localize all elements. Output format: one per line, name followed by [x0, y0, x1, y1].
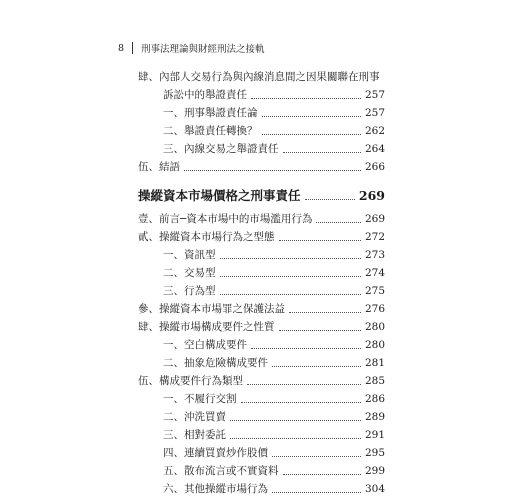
toc-entry-page: 295: [364, 447, 385, 459]
toc-entry: [163, 428, 385, 442]
toc-entry-page: 272: [364, 231, 385, 243]
dot-leader: [184, 170, 361, 171]
toc-entry: [163, 482, 385, 496]
toc-entry: [163, 410, 385, 424]
dot-leader: [305, 199, 355, 200]
toc-chapter: [138, 187, 385, 203]
toc-entry-page: 276: [364, 303, 385, 315]
toc-entry-page: 257: [364, 89, 385, 101]
toc-entry: [163, 338, 385, 352]
toc-entry-page: 291: [364, 429, 385, 441]
toc-entry: [163, 356, 385, 370]
toc-entry-page: 262: [364, 125, 385, 137]
book-title: 刑事法理論與財經刑法之接軌: [141, 44, 265, 55]
toc-entry-title: 一、不履行交割: [163, 393, 237, 405]
toc-entry-title: 二、交易型: [163, 267, 216, 279]
toc-entry: [163, 88, 385, 102]
toc-entry: [138, 70, 385, 84]
toc-entry-page: 304: [364, 483, 385, 495]
toc-entry-title: 壹、前言─資本市場中的市場濫用行為: [138, 213, 313, 225]
toc-entry-title: 一、空白構成要件: [163, 339, 247, 351]
toc-entry: [138, 230, 385, 244]
toc-entry-title: 參、操縱資本市場罪之保護法益: [138, 303, 285, 315]
toc-entry: [163, 392, 385, 406]
page-number: 8: [118, 42, 125, 54]
toc-entry: [163, 284, 385, 298]
toc-entry-title: 二、抽象危險構成要件: [163, 357, 268, 369]
toc-entry: [163, 142, 385, 156]
toc-entry-title: 六、其他操縱市場行為: [163, 483, 268, 495]
dot-leader: [220, 258, 361, 259]
dot-leader: [230, 420, 361, 421]
dot-leader: [279, 240, 361, 241]
toc-entry-page: 280: [364, 339, 385, 351]
toc-entry: [163, 106, 385, 120]
dot-leader: [241, 402, 361, 403]
toc-entry-title: 四、連續買賣炒作股價: [163, 447, 268, 459]
toc-entry-title: 肆、內部人交易行為與內線消息間之因果關聯在刑事: [138, 71, 380, 83]
toc-entry-page: 280: [364, 321, 385, 333]
dot-leader: [247, 384, 361, 385]
toc-entry-title: 肆、操縱市場構成要件之性質: [138, 321, 275, 333]
dot-leader: [283, 474, 361, 475]
toc-entry-title: 五、散布流言或不實資料: [163, 465, 279, 477]
dot-leader: [262, 116, 361, 117]
toc-chapter-page: 269: [358, 188, 385, 203]
toc-entry-title: 三、行為型: [163, 285, 216, 297]
toc-entry-title: 伍、構成要件行為類型: [138, 375, 243, 387]
toc-entry-title: 二、舉證責任轉換？: [163, 125, 258, 137]
toc-entry: [138, 302, 385, 316]
dot-leader: [272, 492, 361, 493]
toc-entry-page: 275: [364, 285, 385, 297]
toc-entry-title: 貳、操縱資本市場行為之型態: [138, 231, 275, 243]
toc-entry-title: 訴訟中的舉證責任: [163, 89, 247, 101]
toc-entry: [163, 446, 385, 460]
toc-entry-page: 281: [364, 357, 385, 369]
toc-entry: [163, 248, 385, 262]
dot-leader: [251, 98, 361, 99]
toc-entry: [138, 212, 385, 226]
dot-leader: [230, 438, 361, 439]
dot-leader: [262, 134, 361, 135]
toc-entry: [163, 266, 385, 280]
toc-entry-page: 299: [364, 465, 385, 477]
toc-entry: [138, 160, 385, 174]
dot-leader: [220, 276, 361, 277]
toc-entry-title: 伍、結語: [138, 161, 180, 173]
toc-entry-title: 二、沖洗買賣: [163, 411, 226, 423]
dot-leader: [283, 152, 361, 153]
toc-entry-title: 一、刑事舉證責任論: [163, 107, 258, 119]
toc-entry-title: 三、相對委託: [163, 429, 226, 441]
toc-entry-page: 273: [364, 249, 385, 261]
toc-entry-title: 三、內線交易之舉證責任: [163, 143, 279, 155]
toc-entry-page: 264: [364, 143, 385, 155]
toc-chapter-title: 操縱資本市場價格之刑事責任: [138, 188, 301, 203]
dot-leader: [251, 348, 361, 349]
dot-leader: [272, 366, 361, 367]
toc-entry-page: 274: [364, 267, 385, 279]
toc-entry-page: 286: [364, 393, 385, 405]
dot-leader: [289, 312, 361, 313]
dot-leader: [279, 330, 361, 331]
toc-entry: [163, 464, 385, 478]
toc-entry-page: 266: [364, 161, 385, 173]
toc-entry: [138, 320, 385, 334]
dot-leader: [316, 222, 361, 223]
toc-entry-page: 269: [364, 213, 385, 225]
dot-leader: [220, 294, 361, 295]
toc-entry: [138, 374, 385, 388]
toc-entry-page: 289: [364, 411, 385, 423]
toc-entry-title: 一、資訊型: [163, 249, 216, 261]
toc-entry-page: 257: [364, 107, 385, 119]
toc-entry-page: 285: [364, 375, 385, 387]
toc-entry: [163, 124, 385, 138]
dot-leader: [272, 456, 361, 457]
